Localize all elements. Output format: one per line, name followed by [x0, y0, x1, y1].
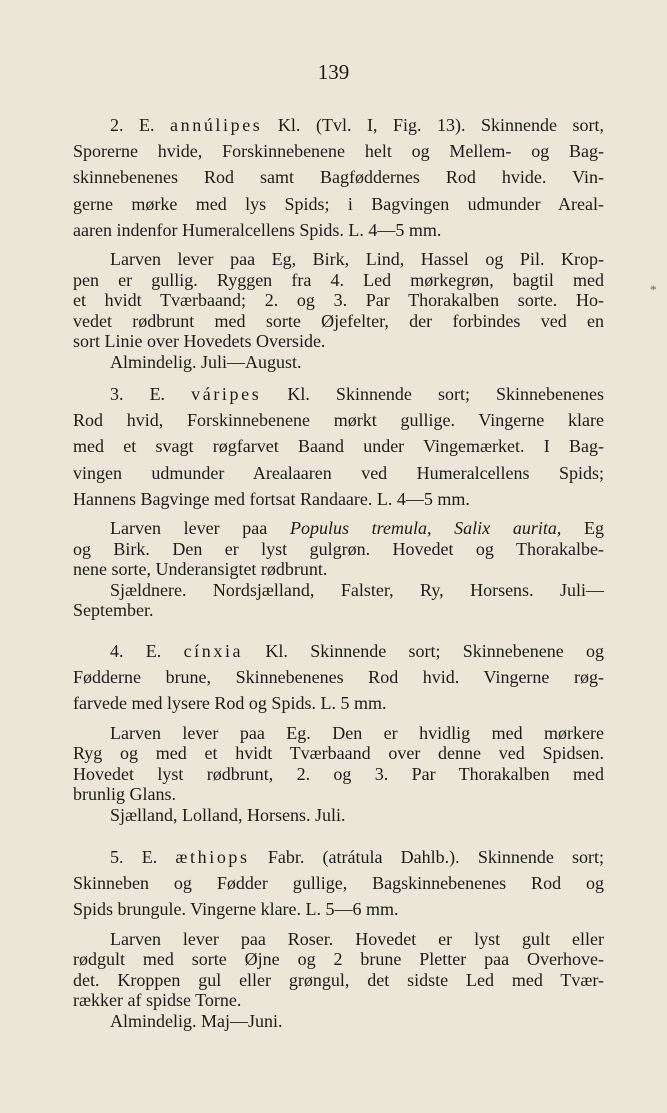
description-line: Skinneben og Fødder gullige, Bagskinnebenenes Rod og [73, 873, 604, 894]
larva-line: sort Linie over Hovedets Overside. [73, 331, 326, 352]
entry-number: 5. [110, 847, 124, 867]
description-line: farvede med lysere Rod og Spids. L. 5 mm. [73, 693, 387, 714]
species-name: æthiops [175, 847, 250, 867]
description [73, 844, 604, 923]
occurrence: Almindelig. Juli—August. [110, 351, 302, 372]
larva-line: Ryg og med et hvidt Tværbaand over denne ved Spidsen. [73, 743, 604, 764]
description-line: gerne mørke med lys Spids; i Bagvingen udmunder Areal- [73, 193, 604, 214]
larva-line: rækker af spidse Torne. [73, 990, 242, 1011]
larva-line: vedet rødbrunt med sorte Øjefelter, der forbindes ved en [73, 310, 604, 331]
larva-line: et hvidt Tværbaand; 2. og 3. Par Thorakalben sorte. Ho- [73, 290, 604, 311]
species-entry-aethiops [73, 844, 604, 1032]
larva-paragraph [73, 723, 604, 826]
host-plant: Salix aurita, [454, 518, 562, 539]
description-line: med et svagt røgfarvet Baand under Vingemærket. I Bag- [73, 436, 604, 457]
occurrence: Sjældnere. Nordsjælland, Falster, Ry, Horsens. Juli— [110, 579, 604, 600]
larva-line: pen er gullig. Ryggen fra 4. Led mørkegrøn, bagtil med [73, 269, 604, 290]
genus-abbrev: E. [145, 641, 162, 661]
species-name: annúlipes [170, 115, 263, 135]
larva-paragraph [73, 518, 604, 621]
margin-mark: * [650, 282, 657, 297]
page-number: 139 [317, 60, 350, 84]
entry-number: 4. [110, 641, 124, 661]
description-line: Hannens Bagvinge med fortsat Randaare. L. 4—5 mm. [73, 488, 470, 509]
genus-abbrev: E. [141, 847, 158, 867]
larva-paragraph [73, 929, 604, 1032]
larva-line: rødgult med sorte Øjne og 2 brune Pletter paa Overhove- [73, 949, 604, 970]
larva-line: Larven lever paa Roser. Hovedet er lyst gult eller [110, 928, 604, 949]
description [73, 381, 604, 512]
occurrence: Almindelig. Maj—Juni. [110, 1010, 283, 1031]
description [73, 638, 604, 717]
description-line: Sporerne hvide, Forskinnebenene helt og Mellem- og Bag- [73, 141, 604, 162]
description-line: vingen udmunder Arealaaren ved Humeralcellens Spids; [73, 462, 604, 483]
description-line: 3. E. váripes Kl. Skinnende sort; Skinnebenenes [110, 384, 605, 404]
description-line: skinnebenenes Rod samt Bagføddernes Rod hvide. Vin- [73, 167, 604, 188]
larva-paragraph [73, 249, 604, 373]
host-plant: Populus tremula, [289, 518, 432, 539]
description-line: Rod hvid, Forskinnebenene mørkt gullige. Vingerne klare [73, 410, 604, 431]
occurrence: Sjælland, Lolland, Horsens. Juli. [110, 804, 346, 825]
description-line: aaren indenfor Humeralcellens Spids. L. 4—5 mm. [73, 219, 442, 240]
description-line: 5. E. æthiops Fabr. (atrátula Dahlb.). Skinnende sort; [110, 847, 605, 867]
occurrence-continued: September. [73, 600, 154, 621]
larva-line: og Birk. Den er lyst gulgrøn. Hovedet og Thorakalbe- [73, 538, 604, 559]
larva-line: Larven lever paa Eg. Den er hvidlig med mørkere [110, 722, 604, 743]
entry-number: 2. [110, 115, 124, 135]
larva-line: brunlig Glans. [73, 784, 176, 805]
species-name: váripes [191, 384, 262, 404]
genus-abbrev: E. [139, 115, 155, 135]
larva-line: nene sorte, Underansigtet rødbrunt. [73, 559, 328, 580]
genus-abbrev: E. [149, 384, 166, 404]
description-line: Fødderne brune, Skinnebenenes Rod hvid. Vingerne røg- [73, 667, 604, 688]
description [73, 112, 604, 243]
description-line: 4. E. cínxia Kl. Skinnende sort; Skinnebenene og [110, 641, 605, 661]
entry-number: 3. [110, 384, 124, 404]
description-line: 2. E. annúlipes Kl. (Tvl. I, Fig. 13). Skinnende sort, [110, 115, 604, 135]
description-line: Spids brungule. Vingerne klare. L. 5—6 mm. [73, 899, 399, 920]
larva-line: Larven lever paa Populus tremula, Salix aurita, Eg [110, 518, 605, 539]
species-name: cínxia [183, 641, 244, 661]
larva-line: Hovedet lyst rødbrunt, 2. og 3. Par Thorakalben med [73, 763, 604, 784]
species-entry-cinxia [73, 638, 604, 826]
larva-line: det. Kroppen gul eller grøngul, det sidste Led med Tvær- [73, 969, 604, 990]
larva-line: Larven lever paa Eg, Birk, Lind, Hassel og Pil. Krop- [110, 249, 604, 270]
species-entry-varipes [73, 381, 604, 621]
species-entry-annulipes [73, 112, 604, 373]
